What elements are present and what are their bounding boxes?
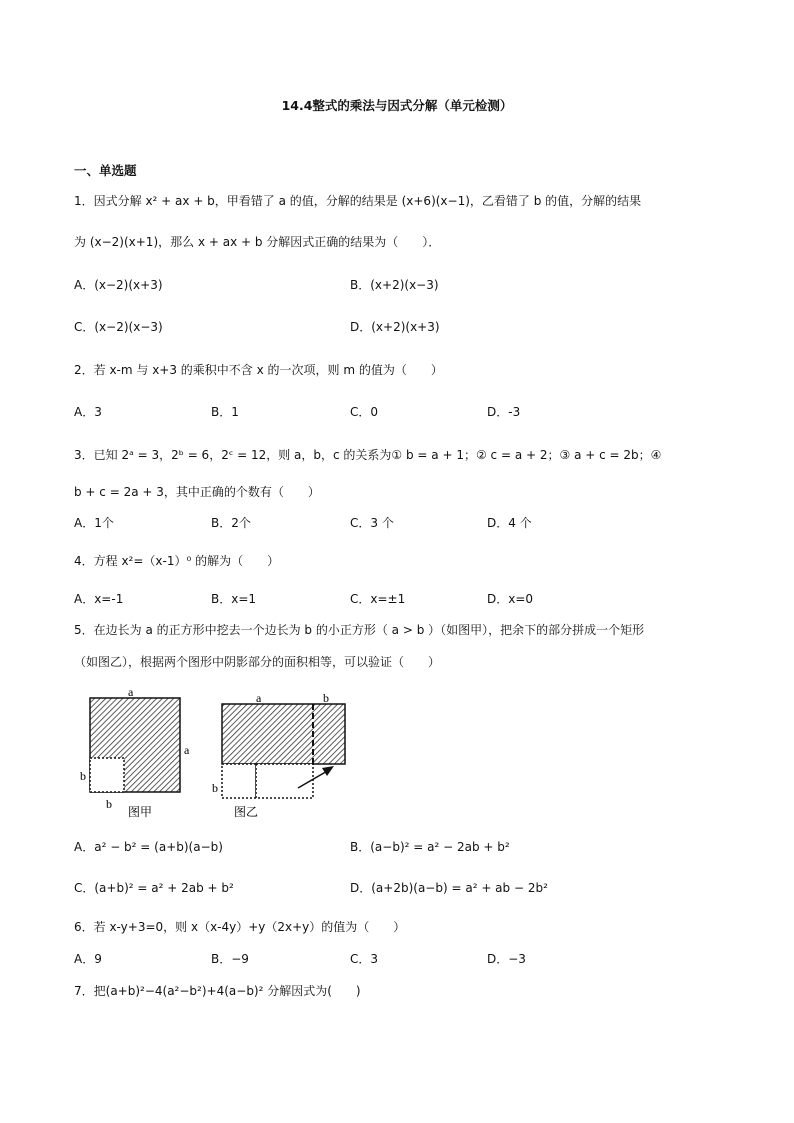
fig1-label-b-side: b xyxy=(80,769,86,783)
q3-option-c: C．3 个 xyxy=(350,516,394,530)
fig2-label-a: a xyxy=(256,691,262,705)
q6-option-b: B．−9 xyxy=(211,952,249,966)
question-7: 7．把(a+b)²−4(a²−b²)+4(a−b)² 分解因式为( ) xyxy=(74,984,361,998)
q6-option-c: C．3 xyxy=(350,952,379,966)
q4-option-b: B．x=1 xyxy=(211,592,257,606)
q2-option-a: A．3 xyxy=(74,405,102,419)
q5-option-d: D．(a+2b)(a−b) = a² + ab − 2b² xyxy=(350,881,548,895)
fig1-label-a-top: a xyxy=(128,688,134,699)
question-4: 4．方程 x²=（x-1）⁰ 的解为（ ） xyxy=(74,554,280,568)
fig2-label-b-top: b xyxy=(323,691,329,705)
q5-option-a: A．a² − b² = (a+b)(a−b) xyxy=(74,840,223,854)
figure-jia xyxy=(80,688,190,819)
section-heading: 一、单选题 xyxy=(74,163,137,178)
fig1-caption: 图甲 xyxy=(128,805,153,819)
question-1-line-1: 1．因式分解 x² + ax + b，甲看错了 a 的值，分解的结果是 (x+6)(x−1)，乙看错了 b 的值，分解的结果 xyxy=(74,194,642,208)
q2-option-d: D．-3 xyxy=(487,405,521,419)
q1-option-a: A．(x−2)(x+3) xyxy=(74,278,163,292)
question-2: 2．若 x-m 与 x+3 的乘积中不含 x 的一次项，则 m 的值为（ ） xyxy=(74,363,443,377)
q3-option-b: B．2个 xyxy=(211,516,251,530)
question-5-line-1: 5．在边长为 a 的正方形中挖去一个边长为 b 的小正方形（ a > b ）（如图甲），把余下的部分拼成一个矩形 xyxy=(74,623,645,637)
q4-option-d: D．x=0 xyxy=(487,592,534,606)
q5-option-b: B．(a−b)² = a² − 2ab + b² xyxy=(350,840,510,854)
q1-option-b: B．(x+2)(x−3) xyxy=(350,278,439,292)
q6-option-d: D．−3 xyxy=(487,952,526,966)
q6-option-a: A．9 xyxy=(74,952,102,966)
question-6: 6．若 x-y+3=0，则 x（x-4y）+y（2x+y）的值为（ ） xyxy=(74,920,406,934)
q2-option-b: B．1 xyxy=(211,405,239,419)
q1-option-d: D．(x+2)(x+3) xyxy=(350,320,440,334)
page-title: 14.4整式的乘法与因式分解（单元检测） xyxy=(281,98,513,113)
q3-option-a: A．1个 xyxy=(74,516,114,530)
question-3-line-2: b + c = 2a + 3，其中正确的个数有（ ） xyxy=(74,485,320,499)
q2-option-c: C．0 xyxy=(350,405,379,419)
square-rectangle-figure xyxy=(76,688,366,823)
q1-option-c: C．(x−2)(x−3) xyxy=(74,320,163,334)
q4-option-c: C．x=±1 xyxy=(350,592,406,606)
question-3-line-1: 3．已知 2ᵃ = 3，2ᵇ = 6，2ᶜ = 12，则 a，b，c 的关系为① b = a + 1；② c = a + 2；③ a + c = 2b；④ xyxy=(74,448,662,462)
question-1-line-2: 为 (x−2)(x+1)，那么 x + ax + b 分解因式正确的结果为（ ）． xyxy=(74,235,441,249)
q4-option-a: A．x=-1 xyxy=(74,592,124,606)
q5-option-c: C．(a+b)² = a² + 2ab + b² xyxy=(74,881,234,895)
figure-yi xyxy=(212,691,345,819)
q3-option-d: D．4 个 xyxy=(487,516,532,530)
fig1-label-b-bottom: b xyxy=(106,797,112,811)
question-5-line-2: （如图乙），根据两个图形中阴影部分的面积相等，可以验证（ ） xyxy=(74,655,441,669)
fig2-label-b-side: b xyxy=(212,781,218,795)
fig1-label-a-side: a xyxy=(184,743,190,757)
fig2-caption: 图乙 xyxy=(234,805,259,819)
